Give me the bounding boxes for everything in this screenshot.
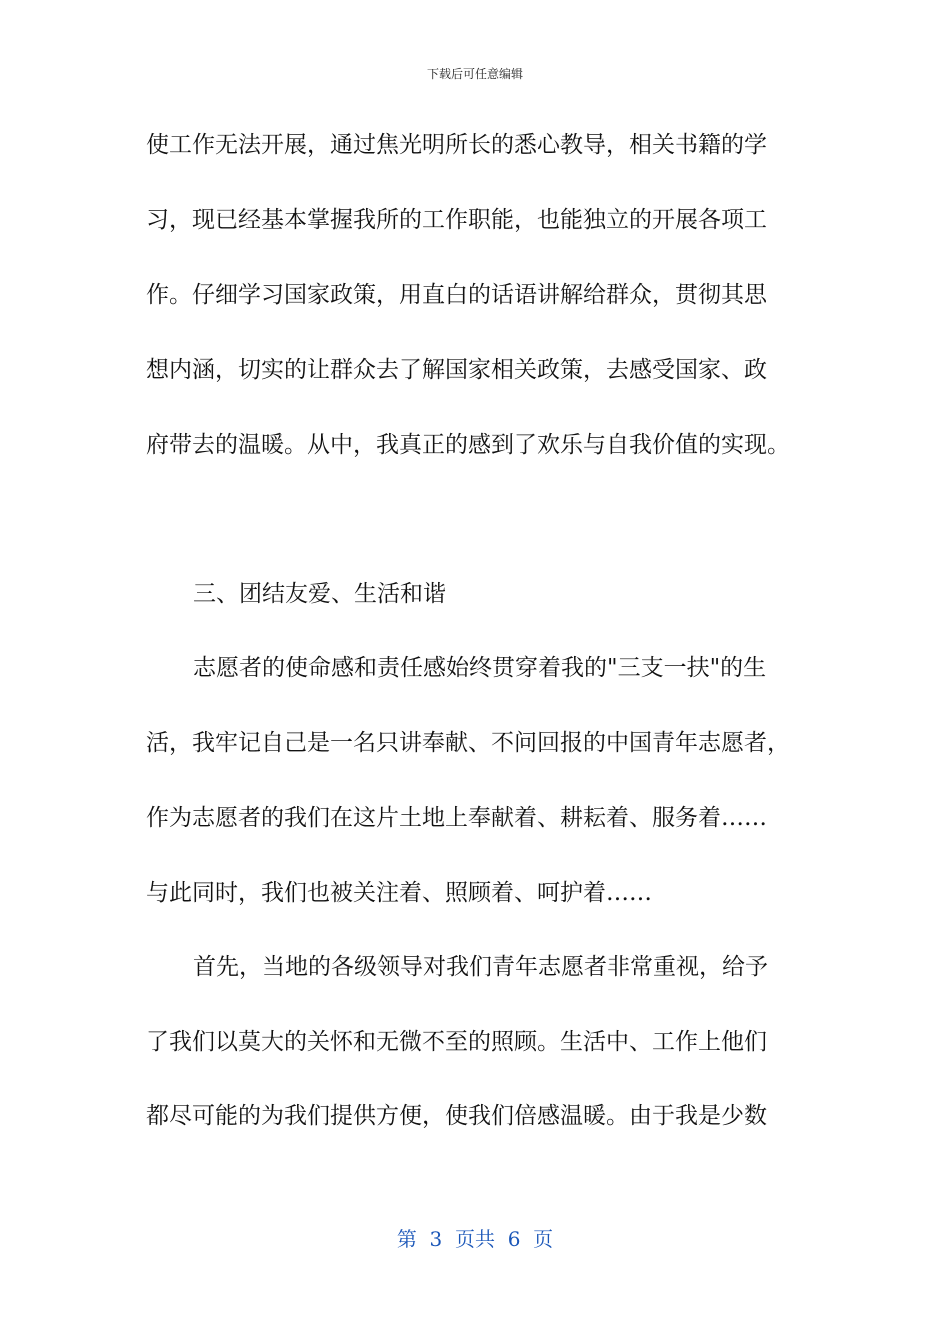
body-line: 使工作无法开展，通过焦光明所长的悉心教导，相关书籍的学 [146,132,767,158]
body-line: 与此同时，我们也被关注着、照顾着、呵护着…… [146,880,652,906]
body-line: 首先，当地的各级领导对我们青年志愿者非常重视，给予 [193,954,768,980]
page-number-footer: 第 3 页共 6 页 [396,1227,554,1251]
section-heading: 三、团结友爱、生活和谐 [193,581,446,607]
body-line: 作为志愿者的我们在这片土地上奉献着、耕耘着、服务着…… [146,805,767,831]
body-line: 习，现已经基本掌握我所的工作职能，也能独立的开展各项工 [146,207,767,233]
body-line: 想内涵，切实的让群众去了解国家相关政策，去感受国家、政 [146,357,767,383]
page-header: 下载后可任意编辑 [426,67,523,81]
body-line: 了我们以莫大的关怀和无微不至的照顾。生活中、工作上他们 [146,1029,767,1055]
body-line: 府带去的温暖。从中，我真正的感到了欢乐与自我价值的实现。 [146,432,790,458]
body-line: 活，我牢记自己是一名只讲奉献、不问回报的中国青年志愿者， [146,730,790,756]
body-line: 都尽可能的为我们提供方便，使我们倍感温暖。由于我是少数 [146,1103,767,1129]
body-line: 作。仔细学习国家政策，用直白的话语讲解给群众，贯彻其思 [146,282,767,308]
body-line: 志愿者的使命感和责任感始终贯穿着我的"三支一扶"的生 [193,655,767,681]
